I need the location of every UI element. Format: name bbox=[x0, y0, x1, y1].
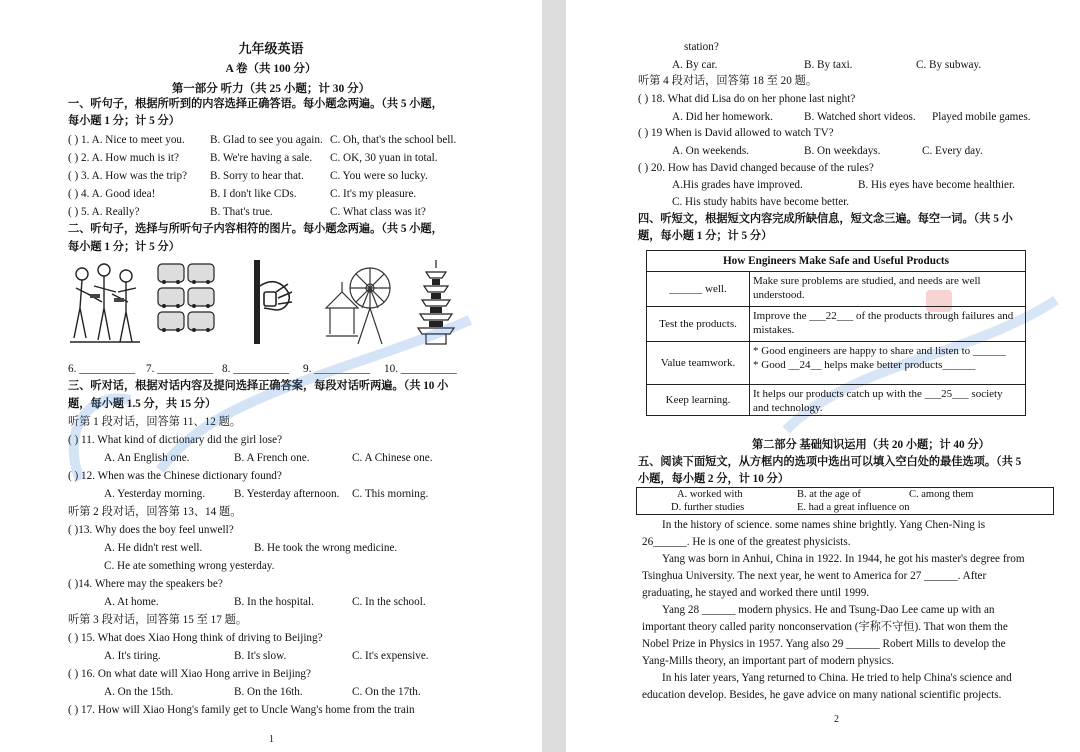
light-switch-picture bbox=[248, 258, 302, 346]
sec1-item-1-b: B. Glad to see you again. bbox=[210, 134, 323, 146]
options-box bbox=[636, 487, 1054, 515]
sec1-item-5-b: B. That's true. bbox=[210, 206, 273, 218]
passage-line-1: In the history of science. some names shine brightly. Yang Chen-Ning is bbox=[662, 519, 986, 531]
q15-option-a: A. It's tiring. bbox=[104, 650, 161, 662]
table-row bbox=[647, 272, 1025, 307]
blank-10[interactable]: 10. __________ bbox=[384, 363, 457, 375]
blank-8[interactable]: 8. __________ bbox=[222, 363, 290, 375]
option-e: E. had a great influence on bbox=[797, 502, 910, 513]
q11-option-a: A. An English one. bbox=[104, 452, 190, 464]
table-row bbox=[647, 342, 1025, 385]
q17-option-c: C. By subway. bbox=[916, 59, 982, 71]
q18-option-c: Played mobile games. bbox=[932, 111, 1031, 123]
question-16: ( ) 16. On what date will Xiao Hong arrive in Beijing? bbox=[68, 668, 311, 680]
engineers-table bbox=[646, 250, 1026, 416]
sec1-item-3-b: B. Sorry to hear that. bbox=[210, 170, 304, 182]
passage-line-7: important theory called parity nonconservation (宇称不守恒). That won them the bbox=[642, 621, 1008, 633]
q14-option-c: C. In the school. bbox=[352, 596, 426, 608]
passage-line-6: Yang 28 ______ modern physics. He and Tsung-Dao Lee came up with an bbox=[662, 604, 995, 616]
question-14: ( )14. Where may the speakers be? bbox=[68, 578, 223, 590]
table-cell-left: Keep learning. bbox=[647, 385, 750, 415]
part1-heading: 第一部分 听力（共 25 小题；计 30 分） bbox=[171, 83, 371, 95]
question-20: ( ) 20. How has David changed because of the rules? bbox=[638, 162, 874, 174]
sec4-heading-cont: 题，每小题 1 分；计 5 分） bbox=[638, 230, 773, 242]
table-cell-left: Value teamwork. bbox=[647, 342, 750, 384]
page-number-2: 2 bbox=[834, 714, 839, 725]
part2-heading: 第二部分 基础知识运用（共 20 小题；计 40 分） bbox=[752, 439, 990, 451]
passage-line-3: Yang was born in Anhui, China in 1922. In 1944, he got his master's degree from bbox=[662, 553, 1025, 565]
q16-option-c: C. On the 17th. bbox=[352, 686, 421, 698]
blank-9[interactable]: 9. __________ bbox=[303, 363, 371, 375]
sec1-item-4-q: ( ) 4. A. Good idea! bbox=[68, 188, 156, 200]
q12-option-c: C. This morning. bbox=[352, 488, 429, 500]
q11-option-b: B. A French one. bbox=[234, 452, 310, 464]
q16-option-a: A. On the 15th. bbox=[104, 686, 174, 698]
q14-option-a: A. At home. bbox=[104, 596, 159, 608]
traffic-picture bbox=[156, 258, 216, 346]
q18-option-b: B. Watched short videos. bbox=[804, 111, 916, 123]
sec1-heading-cont: 每小题 1 分；计 5 分） bbox=[68, 115, 180, 127]
q20-option-b: B. His eyes have become healthier. bbox=[858, 179, 1015, 191]
passage-line-2: 26______. He is one of the greatest physicists. bbox=[642, 536, 851, 548]
question-13: ( )13. Why does the boy feel unwell? bbox=[68, 524, 234, 536]
sec1-item-4-c: C. It's my pleasure. bbox=[330, 188, 417, 200]
table-cell-left[interactable]: ______ well. bbox=[647, 272, 750, 306]
question-17: ( ) 17. How will Xiao Hong's family get to Uncle Wang's home from the train bbox=[68, 704, 415, 716]
page-gutter bbox=[542, 0, 566, 752]
sec1-item-3-c: C. You were so lucky. bbox=[330, 170, 428, 182]
sec5-heading: 五、阅读下面短文，从方框内的选项中选出可以填入空白处的最佳选项。（共 5 bbox=[638, 456, 1022, 468]
question-11: ( ) 11. What kind of dictionary did the girl lose? bbox=[68, 434, 283, 446]
blank-7[interactable]: 7. __________ bbox=[146, 363, 214, 375]
pagoda-picture bbox=[416, 258, 456, 346]
table-row bbox=[647, 307, 1025, 342]
q14-option-b: B. In the hospital. bbox=[234, 596, 314, 608]
sec1-item-2-c: C. OK, 30 yuan in total. bbox=[330, 152, 438, 164]
sec1-item-1-q: ( ) 1. A. Nice to meet you. bbox=[68, 134, 185, 146]
q13-option-c: C. He ate something wrong yesterday. bbox=[104, 560, 275, 572]
q17-option-a: A. By car. bbox=[672, 59, 718, 71]
q17-option-b: B. By taxi. bbox=[804, 59, 853, 71]
exam-title: 九年级英语 bbox=[238, 41, 304, 56]
sec1-item-1-c: C. Oh, that's the school bell. bbox=[330, 134, 457, 146]
question-12: ( ) 12. When was the Chinese dictionary found? bbox=[68, 470, 282, 482]
amusement-park-picture bbox=[322, 258, 392, 346]
q13-option-a: A. He didn't rest well. bbox=[104, 542, 203, 554]
q15-option-b: B. It's slow. bbox=[234, 650, 287, 662]
table-row bbox=[647, 385, 1025, 415]
q13-option-b: B. He took the wrong medicine. bbox=[254, 542, 398, 554]
page-number-1: 1 bbox=[269, 734, 274, 745]
sec1-item-5-c: C. What class was it? bbox=[330, 206, 426, 218]
q15-option-c: C. It's expensive. bbox=[352, 650, 429, 662]
sec4-heading: 四、听短文，根据短文内容完成所缺信息，短文念三遍。每空一词。（共 5 小 bbox=[638, 213, 1013, 225]
option-a: A. worked with bbox=[677, 489, 743, 500]
dialog-3-instruction: 听第 3 段对话，回答第 15 至 17 题。 bbox=[68, 614, 248, 626]
sec3-heading: 三、听对话，根据对话内容及提问选择正确答案，每段对话听两遍。（共 10 小 bbox=[68, 380, 449, 392]
dialog-1-instruction: 听第 1 段对话，回答第 11、12 题。 bbox=[68, 416, 241, 428]
q18-option-a: A. Did her homework. bbox=[672, 111, 773, 123]
picture-row bbox=[64, 258, 464, 346]
sec3-heading-cont: 题，每小题 1.5 分，共 15 分） bbox=[68, 398, 217, 410]
sec2-heading: 二、听句子，选择与所听句子内容相符的图片。每小题念两遍。（共 5 小题， bbox=[68, 223, 443, 235]
dialog-4-instruction: 听第 4 段对话，回答第 18 至 20 题。 bbox=[638, 75, 818, 87]
passage-line-9: Yang-Mills theory, an important part of modern physics. bbox=[642, 655, 894, 667]
q20-option-c: C. His study habits have become better. bbox=[672, 196, 850, 208]
q12-option-a: A. Yesterday morning. bbox=[104, 488, 205, 500]
q17-continuation: station? bbox=[684, 41, 719, 53]
table-cell-right[interactable]: * Good engineers are happy to share and listen to ______ * Good __24__ helps make better products______ bbox=[753, 345, 1006, 371]
passage-line-10: In his later years, Yang returned to China. He tried to help China's science and bbox=[662, 672, 1012, 684]
sec1-item-2-q: ( ) 2. A. How much is it? bbox=[68, 152, 179, 164]
passage-line-8: Nobel Prize in Physics in 1957. Yang also 29 ______ Robert Mills to develop the bbox=[642, 638, 1006, 650]
passage-line-5: graduating, he stayed and worked there until 1999. bbox=[642, 587, 870, 599]
table-cell-right: Make sure problems are studied, and needs are well understood. bbox=[753, 275, 981, 301]
table-cell-left: Test the products. bbox=[647, 307, 750, 341]
question-18: ( ) 18. What did Lisa do on her phone last night? bbox=[638, 93, 856, 105]
option-d: D. further studies bbox=[671, 502, 745, 513]
dialog-2-instruction: 听第 2 段对话，回答第 13、14 题。 bbox=[68, 506, 242, 518]
q11-option-c: C. A Chinese one. bbox=[352, 452, 433, 464]
paper-a-heading: A 卷（共 100 分） bbox=[225, 63, 317, 75]
option-b: B. at the age of bbox=[797, 489, 861, 500]
table-cell-right[interactable]: It helps our products catch up with the ___25___ society and technology. bbox=[753, 388, 1003, 414]
sec5-heading-cont: 小题，每小题 2 分，计 10 分） bbox=[638, 473, 790, 485]
table-caption: How Engineers Make Safe and Useful Products bbox=[647, 251, 1025, 272]
q12-option-b: B. Yesterday afternoon. bbox=[234, 488, 340, 500]
q20-option-a: A.His grades have improved. bbox=[672, 179, 803, 191]
blank-6[interactable]: 6. __________ bbox=[68, 363, 136, 375]
sec1-item-3-q: ( ) 3. A. How was the trip? bbox=[68, 170, 187, 182]
passage-line-4: Tsinghua University. The next year, he went to America for 27 ______. After bbox=[642, 570, 987, 582]
sec1-heading: 一、听句子，根据所听到的内容选择正确答语。每小题念两遍。（共 5 小题， bbox=[68, 98, 443, 110]
option-c: C. among them bbox=[909, 489, 974, 500]
table-cell-right[interactable]: Improve the ___22___ of the products through failures and mistakes. bbox=[753, 310, 1014, 336]
question-15: ( ) 15. What does Xiao Hong think of driving to Beijing? bbox=[68, 632, 323, 644]
q19-option-b: B. On weekdays. bbox=[804, 145, 881, 157]
sec1-item-2-b: B. We're having a sale. bbox=[210, 152, 313, 164]
q19-option-c: C. Every day. bbox=[922, 145, 983, 157]
sec1-item-4-b: B. I don't like CDs. bbox=[210, 188, 297, 200]
q16-option-b: B. On the 16th. bbox=[234, 686, 303, 698]
passage-line-11: education develop. Besides, he gave advice on many national scientific projects. bbox=[642, 689, 1002, 701]
band-picture bbox=[68, 258, 142, 346]
q19-option-a: A. On weekends. bbox=[672, 145, 750, 157]
sec2-heading-cont: 每小题 1 分；计 5 分） bbox=[68, 241, 180, 253]
sec1-item-5-q: ( ) 5. A. Really? bbox=[68, 206, 140, 218]
question-19: ( ) 19 When is David allowed to watch TV? bbox=[638, 127, 834, 139]
